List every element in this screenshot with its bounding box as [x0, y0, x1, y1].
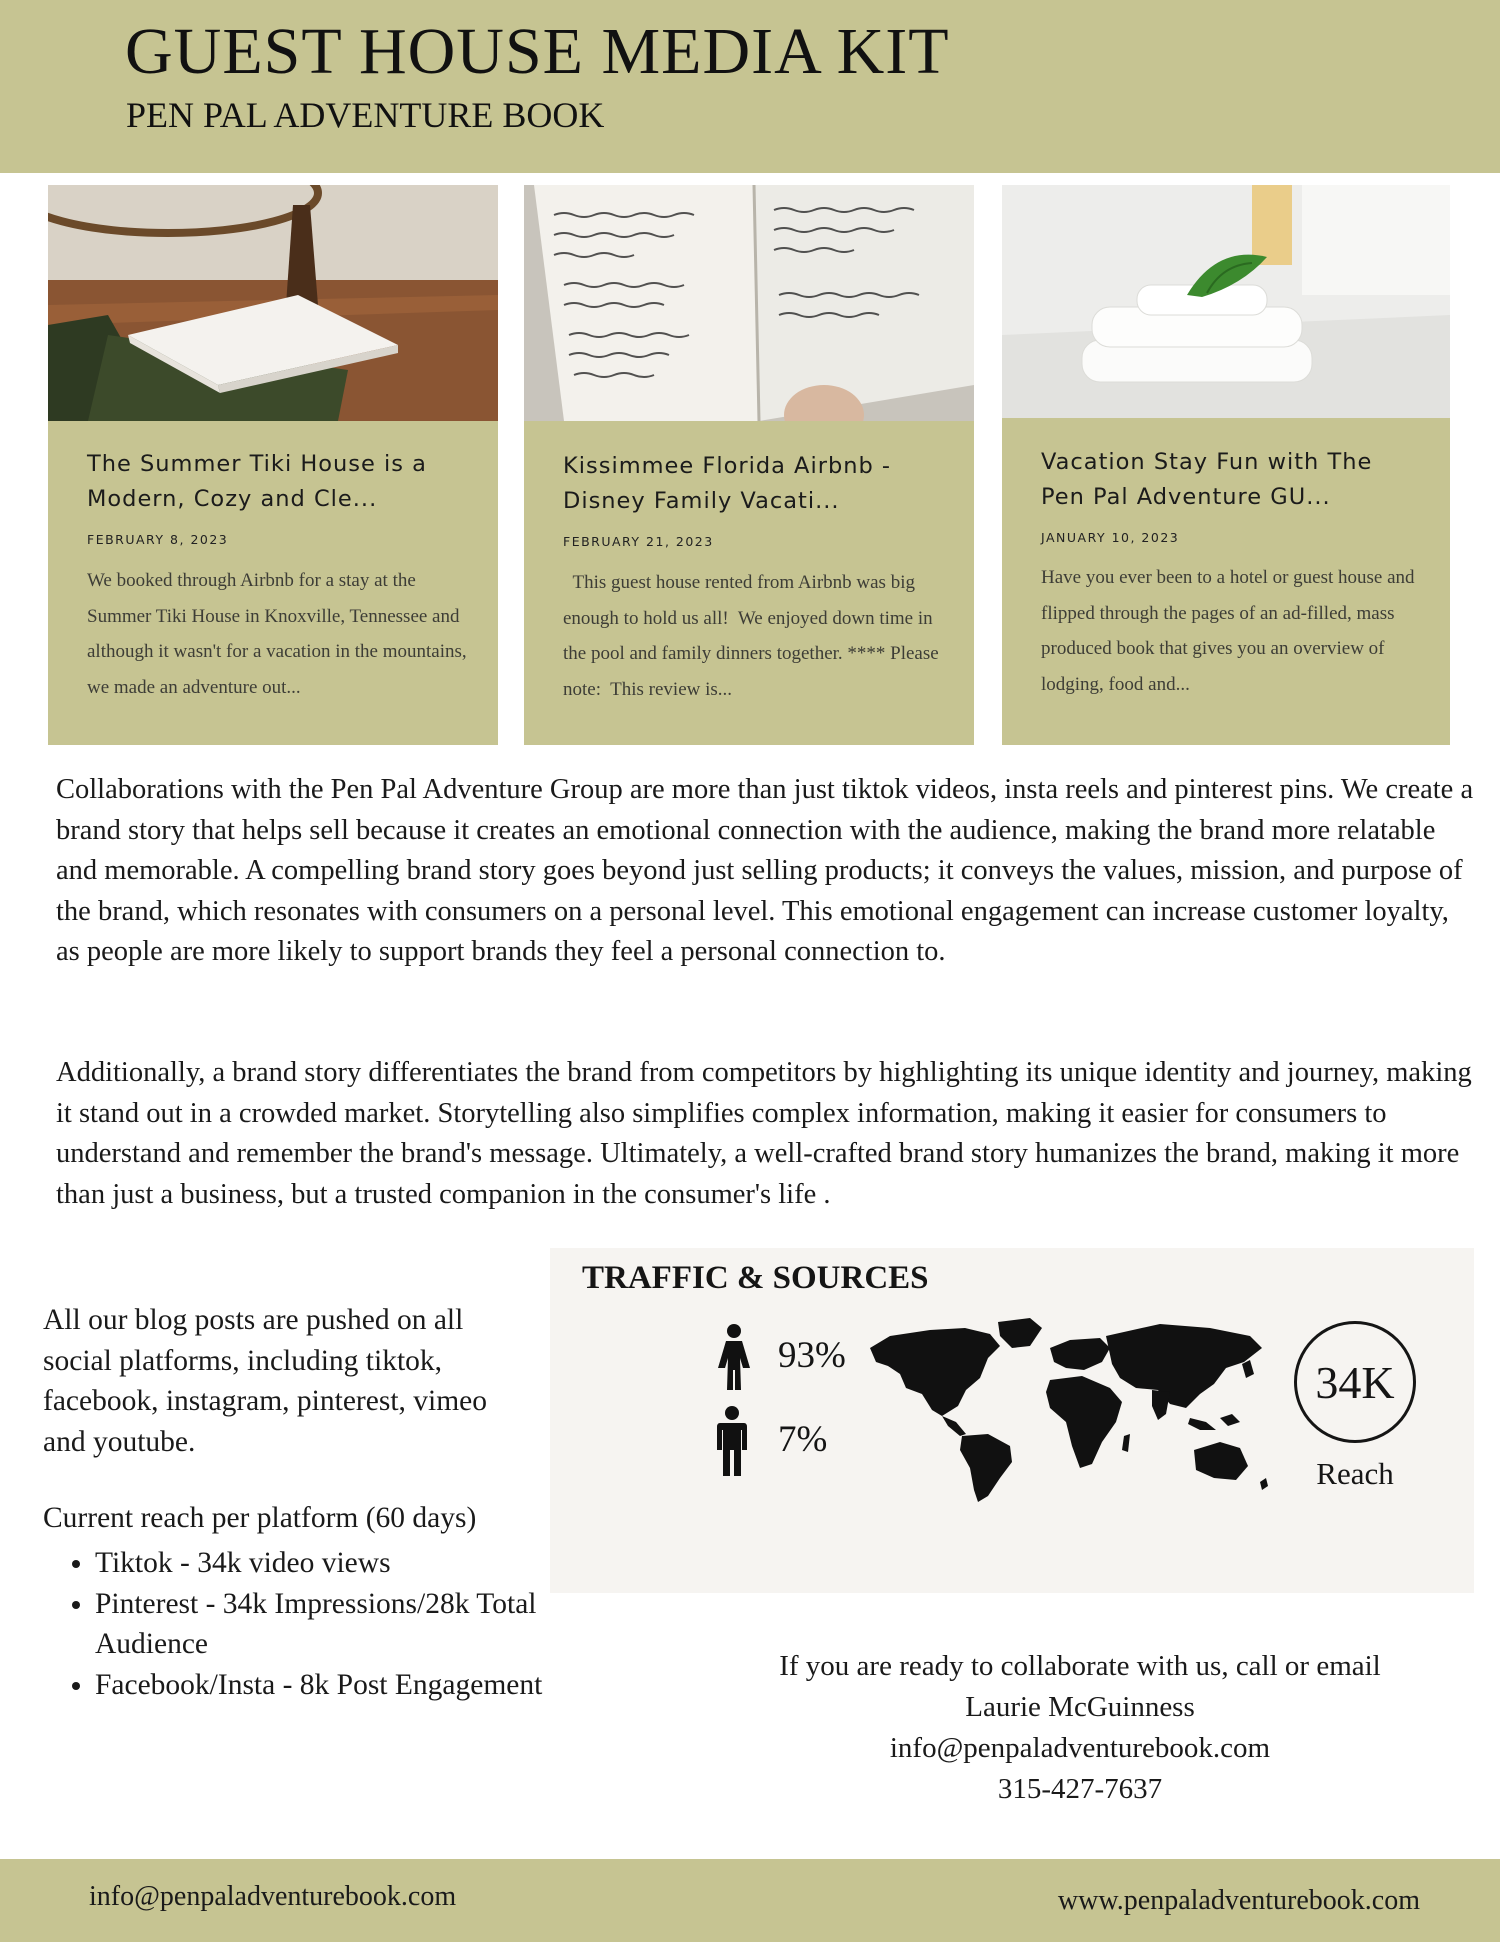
page-subtitle: PEN PAL ADVENTURE BOOK: [126, 95, 605, 135]
reach-label: Current reach per platform (60 days): [43, 1502, 477, 1534]
male-percentage: 7%: [778, 1419, 828, 1460]
social-platforms-text: [43, 1300, 533, 1462]
female-percentage: 93%: [778, 1335, 846, 1376]
body-paragraph: Additionally, a brand story differentiates the brand from competitors by highlighting its unique identity and journey, making it stand out in a crowded market. Storytelling also simplifies complex information, making it easier for consumers to understand and remember the brand's message. Ultimately, a well-crafted brand story humanizes the brand, making it more than just a business, but a trusted companion in the consumer's life .: [56, 1057, 1472, 1210]
female-icon: [716, 1324, 752, 1392]
contact-email-link[interactable]: info@penpaladventurebook.com: [889, 1732, 1271, 1764]
social-intro: All our blog posts are pushed on all social platforms, including tiktok, facebook, instagram, pinterest, vimeo and youtube.: [43, 1304, 487, 1458]
card-photo-folded-towels[interactable]: [1002, 185, 1450, 418]
blog-card[interactable]: [48, 185, 498, 745]
list-item: • Pinterest - 34k Impressions/28k Total Audience: [95, 1584, 565, 1665]
footer-email-link[interactable]: info@penpaladventurebook.com: [89, 1881, 457, 1912]
card-excerpt: We booked through Airbnb for a stay at the Summer Tiki House in Knoxville, Tennessee and although it wasn't for a vacation in the mountains, we made an adventure out...: [87, 570, 472, 698]
list-item: • Tiktok - 34k video views: [95, 1543, 565, 1584]
page-title: GUEST HOUSE MEDIA KIT: [125, 15, 950, 88]
blog-card[interactable]: [524, 185, 974, 745]
card-title[interactable]: Vacation Stay Fun with The Pen Pal Adventure GU...: [1041, 449, 1373, 510]
traffic-title: TRAFFIC & SOURCES: [582, 1260, 929, 1296]
footer-website-link[interactable]: www.penpaladventurebook.com: [1057, 1885, 1420, 1916]
world-map-icon: [870, 1318, 1270, 1503]
reach-list: [43, 1543, 565, 1705]
card-excerpt: This guest house rented from Airbnb was big enough to hold us all! We enjoyed down time in the pool and family dinners together. **** Please note: This review is...: [563, 572, 944, 700]
contact-intro: If you are ready to collaborate with us, call or email: [779, 1650, 1381, 1682]
body-paragraph: Collaborations with the Pen Pal Adventure Group are more than just tiktok videos, insta reels and pinterest pins. We create a brand story that helps sell because it creates an emotional connection with the audience, making the brand more relatable and memorable. A compelling brand story goes beyond just selling products; it conveys the values, mission, and purpose of the brand, which resonates with consumers on a personal level. This emotional engagement can increase customer loyalty, as people are more likely to support brands they feel a personal connection to.: [56, 774, 1474, 967]
reach-label-word: Reach: [1316, 1456, 1394, 1491]
blog-card[interactable]: [1002, 185, 1450, 745]
traffic-sources-panel: [550, 1248, 1474, 1593]
reach-value-circle: 34K: [1294, 1321, 1416, 1443]
card-title[interactable]: Kissimmee Florida Airbnb - Disney Family Vacati...: [563, 453, 892, 514]
contact-phone-link[interactable]: 315-427-7637: [997, 1773, 1163, 1805]
contact-name: Laurie McGuinness: [965, 1691, 1195, 1723]
card-excerpt: Have you ever been to a hotel or guest house and flipped through the pages of an ad-filled, mass produced book that gives you an overview of lodging, food and...: [1041, 567, 1420, 695]
page-header: [0, 0, 1500, 173]
card-date: JANUARY 10, 2023: [1041, 530, 1180, 545]
list-item: • Facebook/Insta - 8k Post Engagement: [95, 1665, 565, 1706]
card-photo-handwritten-journal[interactable]: [524, 185, 974, 421]
card-photo-book-on-table[interactable]: [48, 185, 498, 421]
card-date: FEBRUARY 21, 2023: [563, 534, 714, 549]
male-icon: [716, 1406, 748, 1478]
page-footer: [0, 1859, 1500, 1942]
card-date: FEBRUARY 8, 2023: [87, 532, 229, 547]
card-title[interactable]: The Summer Tiki House is a Modern, Cozy and Cle...: [87, 451, 427, 512]
contact-block: [700, 1646, 1460, 1810]
